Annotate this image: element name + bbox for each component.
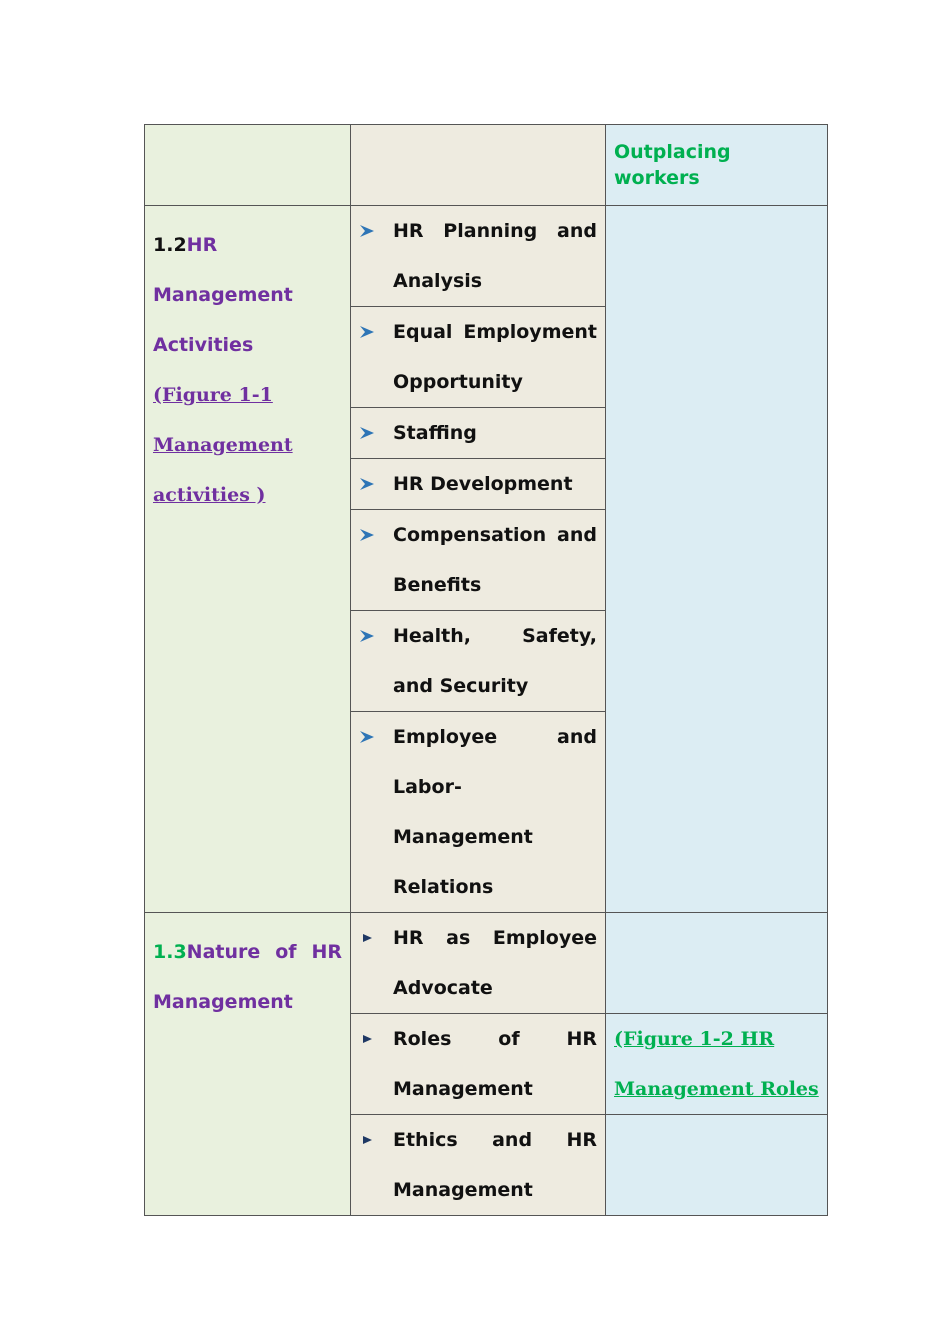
section-title: Nature of HR Management [153,941,342,1013]
table-row [145,125,828,206]
outplacing-text: Outplacing workers [614,141,731,189]
chevron-bullet-icon [359,712,375,762]
list-item: Employee and Labor-Management Relations [351,712,606,913]
cell-empty [145,125,351,206]
chevron-bullet-icon [359,206,375,256]
table-row [145,206,828,307]
chevron-bullet-icon [359,408,375,458]
triangle-bullet-icon [359,1014,375,1064]
cell-empty [606,913,828,1014]
section-number: 1.3 [153,941,187,963]
list-item: Roles of HR Management [351,1014,606,1115]
figure-1-1-link[interactable]: (Figure 1-1 Management activities ) [153,384,293,506]
table-row [145,913,828,1014]
cell-outplacing [606,125,828,206]
chevron-bullet-icon [359,510,375,560]
section-number: 1.2 [153,234,187,256]
list-item: HR Development [351,459,606,510]
triangle-bullet-icon [359,1115,375,1165]
list-item: HR Planning and Analysis [351,206,606,307]
cell-empty [606,1115,828,1216]
list-item: HR as Employee Advocate [351,913,606,1014]
outline-table [144,124,828,1216]
triangle-bullet-icon [359,913,375,963]
chevron-bullet-icon [359,611,375,661]
list-item: Equal Employment Opportunity [351,307,606,408]
list-item: Ethics and HR Management [351,1115,606,1216]
list-item: Compensation and Benefits [351,510,606,611]
cell-empty [606,206,828,913]
section-1-3-heading [145,913,351,1216]
section-title: HR Management Activities [153,234,293,356]
list-item: Health, Safety, and Security [351,611,606,712]
chevron-bullet-icon [359,307,375,357]
figure-1-2-link[interactable]: (Figure 1-2 HR Management Roles [614,1028,819,1100]
chevron-bullet-icon [359,459,375,509]
list-item: Staffing [351,408,606,459]
cell-empty [351,125,606,206]
cell-figure-1-2 [606,1014,828,1115]
section-1-2-heading [145,206,351,913]
